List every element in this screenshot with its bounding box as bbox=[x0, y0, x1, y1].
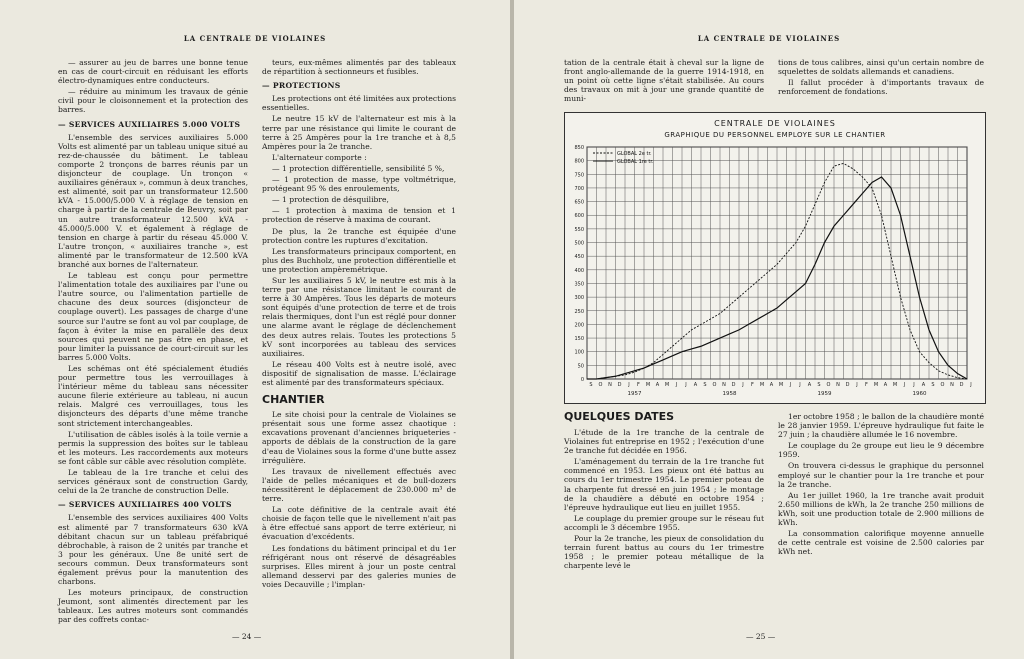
paragraph: Pour la 2e tranche, les pieux de consolidation du terrain furent battus au cours du 1er trimestre 1958 ; le premier poteau métallique de la charpente levé le bbox=[564, 534, 764, 571]
x-tick-label: M bbox=[892, 382, 898, 388]
legend-label: GLOBAL 2e tr. bbox=[617, 151, 652, 157]
x-tick-label: J bbox=[628, 382, 630, 388]
y-tick-label: 400 bbox=[574, 267, 584, 274]
x-tick-label: S bbox=[817, 382, 821, 388]
x-tick-label: M bbox=[778, 382, 784, 388]
right-page bbox=[514, 0, 1024, 659]
y-tick-label: 650 bbox=[574, 199, 584, 206]
section-heading: CHANTIER bbox=[262, 393, 325, 407]
x-tick-label: A bbox=[769, 382, 774, 388]
x-tick-label: M bbox=[873, 382, 879, 388]
y-tick-label: 250 bbox=[574, 308, 584, 315]
left-page bbox=[0, 0, 510, 659]
y-tick-label: 450 bbox=[574, 254, 584, 261]
x-tick-label: O bbox=[826, 382, 831, 388]
x-tick-label: J bbox=[685, 382, 687, 388]
paragraph: — 1 protection de masse, type voltmétrique, protégeant 95 % des enroulements, bbox=[262, 175, 456, 194]
x-group-label: 1957 bbox=[627, 391, 642, 397]
paragraph: On trouvera ci-dessus le graphique du personnel employé sur le chantier pour la 1re tranche et pour la 2e tranche. bbox=[778, 461, 984, 489]
x-tick-label: J bbox=[970, 382, 972, 388]
paragraph: Les moteurs principaux, de construction Jeumont, sont alimentés directement par les tableaux. Les autres moteurs sont commandés par des coffrets contac- bbox=[58, 588, 248, 625]
paragraph: tation de la centrale était à cheval sur la ligne de front anglo-allemande de la guerre 1914-1918, en un point où cette ligne s'était stabilisée. Au cours des travaux on mit à jour une grande quantité de muni- bbox=[564, 58, 764, 104]
paragraph: L'alternateur comporte : bbox=[272, 152, 367, 162]
paragraph: Les protections ont été limitées aux protections essentielles. bbox=[262, 94, 456, 113]
y-tick-label: 850 bbox=[574, 145, 584, 151]
x-tick-label: O bbox=[712, 382, 717, 388]
y-tick-label: 500 bbox=[574, 240, 584, 247]
y-tick-label: 600 bbox=[574, 213, 584, 220]
paragraph: Il fallut procéder à d'importants travaux de renforcement de fondations. bbox=[778, 78, 984, 97]
paragraph: Le réseau 400 Volts est à neutre isolé, avec dispositif de signalisation de masse. L'éclairage est alimenté par des transformateurs spéciaux. bbox=[262, 359, 456, 387]
x-tick-label: N bbox=[950, 382, 954, 388]
x-tick-label: J bbox=[903, 382, 906, 388]
personnel-chart bbox=[564, 112, 986, 404]
x-tick-label: J bbox=[913, 382, 915, 388]
paragraph: Les transformateurs principaux comportent, en plus des Buchholz, une protection différentielle et une protection ampèremétrique. bbox=[262, 246, 456, 274]
left-column-1 bbox=[58, 58, 248, 627]
right-bottom-column-2 bbox=[778, 412, 984, 558]
y-tick-label: 350 bbox=[574, 281, 584, 288]
folio-right: — 25 — bbox=[746, 632, 776, 641]
legend-label: GLOBAL 1re tr. bbox=[617, 159, 654, 165]
x-tick-label: A bbox=[883, 382, 888, 388]
paragraph: L'ensemble des services auxiliaires 5.000 Volts est alimenté par un tableau unique situé au rez-de-chaussée du bâtiment. Le tableau comporte 2 tronçons de barres réunis par un disjoncteur de couplage. Un tronçon « auxiliaires généraux », commun à deux tranches, est alimenté, soit par un transformateur 12.500 kVA - 15.000/5.000 V. à réglage de tension en charge à partir de la centrale de Beuvry, soit par un autre transformateur 12.500 kVA - 45.000/5.000 V. et également à réglage de tension en charge à partir du réseau 45.000 V. L'autre tronçon, « auxiliaires tranche », est alimenté par le transformateur de 12.500 kVA branché aux bornes de l'alternateur. bbox=[58, 132, 248, 269]
right-top-column-1 bbox=[564, 58, 764, 105]
paragraph: — réduire au minimum les travaux de génie civil pour le cloisonnement et la protection des barres. bbox=[58, 87, 248, 115]
paragraph: Le neutre 15 kV de l'alternateur est mis à la terre par une résistance qui limite le courant de terre à 25 Ampères pour la 1re tranche et à 8,5 Ampères pour la 2e tranche. bbox=[262, 114, 456, 151]
x-group-label: 1960 bbox=[912, 391, 927, 397]
x-tick-label: J bbox=[799, 382, 801, 388]
x-tick-label: F bbox=[751, 382, 754, 388]
x-tick-label: J bbox=[675, 382, 678, 388]
paragraph: L'étude de la 1re tranche de la centrale de Violaines fut entreprise en 1952 ; l'exécution d'une 2e tranche fut décidée en 1956. bbox=[564, 428, 764, 456]
chart-subtitle: GRAPHIQUE DU PERSONNEL EMPLOYE SUR LE CHANTIER bbox=[664, 131, 886, 139]
chart-title: CENTRALE DE VIOLAINES bbox=[714, 119, 836, 128]
x-tick-label: A bbox=[655, 382, 660, 388]
paragraph: Le couplage du premier groupe sur le réseau fut accompli le 3 décembre 1955. bbox=[564, 513, 764, 532]
chart-svg bbox=[565, 113, 985, 403]
section-heading: — SERVICES AUXILIAIRES 400 VOLTS bbox=[58, 500, 232, 510]
x-tick-label: O bbox=[598, 382, 603, 388]
x-tick-label: D bbox=[845, 382, 850, 388]
paragraph: — 1 protection différentielle, sensibilité 5 %, bbox=[272, 163, 445, 173]
paragraph: Le tableau est conçu pour permettre l'alimentation totale des auxiliaires par l'une ou l'autre source, ou l'alimentation partielle de chacune des deux sources (disjoncteur de couplage ouvert). Les passages de charge d'une source sur l'autre se font au vol par couplage, de façon à éviter la mise en parallèle des deux sources qui peuvent ne pas être en phase, et pour limiter la puissance de court-circuit sur les barres 5.000 Volts. bbox=[58, 271, 248, 362]
x-tick-label: O bbox=[940, 382, 945, 388]
x-tick-label: J bbox=[856, 382, 858, 388]
paragraph: L'utilisation de câbles isolés à la toile vernie a permis la suppression des boîtes sur le tableau et les moteurs. Les raccordements aux moteurs se font câble sur câble avec résolution complète. bbox=[58, 429, 248, 466]
folio-left: — 24 — bbox=[232, 632, 262, 641]
right-top-column-2 bbox=[778, 58, 984, 98]
x-tick-label: A bbox=[921, 382, 926, 388]
paragraph: De plus, la 2e tranche est équipée d'une protection contre les ruptures d'excitation. bbox=[262, 226, 456, 245]
paragraph: La cote définitive de la centrale avait été choisie de façon telle que le nivellement n'ait pas à être effectué sans apport de terre extérieur, ni évacuation d'excédents. bbox=[262, 505, 456, 542]
paragraph: — assurer au jeu de barres une bonne tenue en cas de court-circuit en réduisant les efforts électro-dynamiques entre conducteurs. bbox=[58, 58, 248, 86]
paragraph: Le site choisi pour la centrale de Violaines se présentait sous une forme assez chaotique : excavations provenant d'anciennes briqueteries - apports de déblais de la construction de la gare d'eau de Violaines sous la forme d'une butte assez irrégulière. bbox=[262, 410, 456, 465]
y-tick-label: 0 bbox=[580, 377, 584, 383]
running-head-left: LA CENTRALE DE VIOLAINES bbox=[183, 34, 327, 43]
x-tick-label: N bbox=[608, 382, 612, 388]
x-group-label: 1958 bbox=[722, 391, 737, 397]
x-group-label: 1959 bbox=[817, 391, 832, 397]
x-tick-label: S bbox=[589, 382, 593, 388]
y-tick-label: 550 bbox=[574, 226, 584, 233]
section-heading: — SERVICES AUXILIAIRES 5.000 VOLTS bbox=[58, 119, 241, 129]
paragraph: teurs, eux-mêmes alimentés par des tableaux de répartition à sectionneurs et fusibles. bbox=[262, 58, 456, 77]
y-tick-label: 150 bbox=[574, 336, 584, 343]
paragraph: La consommation calorifique moyenne annuelle de cette centrale est voisine de 2.500 calories par kWh net. bbox=[778, 529, 984, 557]
section-heading: — PROTECTIONS bbox=[262, 81, 341, 91]
paragraph: Les fondations du bâtiment principal et du 1er réfrigérant nous ont réservé de désagréables surprises. Elles mirent à jour un poste central allemand desservi par des galeries munies de voies Decauville ; l'implan- bbox=[262, 543, 456, 589]
x-tick-label: N bbox=[836, 382, 840, 388]
paragraph: Sur les auxiliaires 5 kV, le neutre est mis à la terre par une résistance limitant le courant de terre à 30 Ampères. Tous les départs de moteurs sont équipés d'une protection de terre et de trois relais thermiques, dont l'un est réglé pour donner une alarme avant le réglage de déclenchement des deux autres relais. Toutes les protections 5 kV sont incorporées au tableau des services auxiliaires. bbox=[262, 275, 456, 358]
y-tick-label: 800 bbox=[574, 158, 584, 165]
right-bottom-column-1 bbox=[564, 428, 764, 572]
paragraph: L'aménagement du terrain de la 1re tranche fut commencé en 1953. Les pieux ont été battus au cours du 1er trimestre 1954. Le premier poteau de la charpente fut dressé en juin 1954 ; le montage de la chaudière a débuté en octobre 1954 ; l'épreuve hydraulique eut lieu en juillet 1955. bbox=[564, 457, 764, 512]
x-tick-label: A bbox=[693, 382, 698, 388]
paragraph: Au 1er juillet 1960, la 1re tranche avait produit 2.650 millions de kWh, la 2e tranche 250 millions de kWh, soit une production totale de 2.900 millions de kWh. bbox=[778, 490, 984, 528]
paragraph: Le tableau de la 1re tranche et celui des services généraux sont de construction Gardy, celui de la 2e tranche de construction Delle. bbox=[58, 468, 248, 496]
x-tick-label: F bbox=[865, 382, 868, 388]
section-heading: QUELQUES DATES bbox=[564, 410, 675, 423]
paragraph: Les travaux de nivellement effectués avec l'aide de pelles mécaniques et de bull-dozers nécessitèrent le déplacement de 230.000 m³ de terre. bbox=[262, 466, 456, 504]
y-tick-label: 100 bbox=[574, 349, 584, 356]
x-tick-label: S bbox=[703, 382, 707, 388]
running-head-right: LA CENTRALE DE VIOLAINES bbox=[697, 34, 841, 43]
left-column-2 bbox=[262, 58, 456, 591]
x-tick-label: J bbox=[789, 382, 792, 388]
y-tick-label: 300 bbox=[574, 295, 584, 302]
x-tick-label: M bbox=[664, 382, 670, 388]
paragraph: — 1 protection à maxima de tension et 1 protection de réserve à maxima de courant. bbox=[262, 206, 456, 225]
x-tick-label: D bbox=[959, 382, 964, 388]
paragraph: — 1 protection de désquilibre, bbox=[272, 195, 389, 205]
x-tick-label: J bbox=[742, 382, 744, 388]
x-tick-label: N bbox=[722, 382, 726, 388]
y-tick-label: 50 bbox=[577, 363, 584, 370]
paragraph: 1er octobre 1958 ; le ballon de la chaudière monté le 28 janvier 1959. L'épreuve hydraulique fut faite le 27 juin ; la chaudière allumée le 16 novembre. bbox=[778, 412, 984, 440]
x-tick-label: S bbox=[931, 382, 935, 388]
x-tick-label: D bbox=[617, 382, 622, 388]
paragraph: Le couplage du 2e groupe eut lieu le 9 décembre 1959. bbox=[778, 441, 984, 460]
x-tick-label: M bbox=[645, 382, 651, 388]
x-tick-label: A bbox=[807, 382, 812, 388]
y-tick-label: 200 bbox=[574, 322, 584, 329]
x-tick-label: F bbox=[637, 382, 640, 388]
x-tick-label: D bbox=[731, 382, 736, 388]
paragraph: tions de tous calibres, ainsi qu'un certain nombre de squelettes de soldats allemands et canadiens. bbox=[778, 58, 984, 77]
y-tick-label: 700 bbox=[574, 185, 584, 192]
y-tick-label: 750 bbox=[574, 172, 584, 179]
paragraph: L'ensemble des services auxiliaires 400 Volts est alimenté par 7 transformateurs 630 kVA débitant chacun sur un tableau préfabriqué débrochable, à raison de 2 unités par tranche et 3 pour les généraux. Une 8e unité sert de secours commun. Deux transformateurs sont également prévus pour la manutention des charbons. bbox=[58, 513, 248, 587]
paragraph: Les schémas ont été spécialement étudiés pour permettre tous les verrouillages à l'intérieur même du tableau sans nécessiter aucune filerie extérieure au tableau, ni aucun relais. Malgré ces verrouillages, tous les disjoncteurs des départs d'une même tranche sont strictement interchangeables. bbox=[58, 364, 248, 428]
x-tick-label: M bbox=[759, 382, 765, 388]
